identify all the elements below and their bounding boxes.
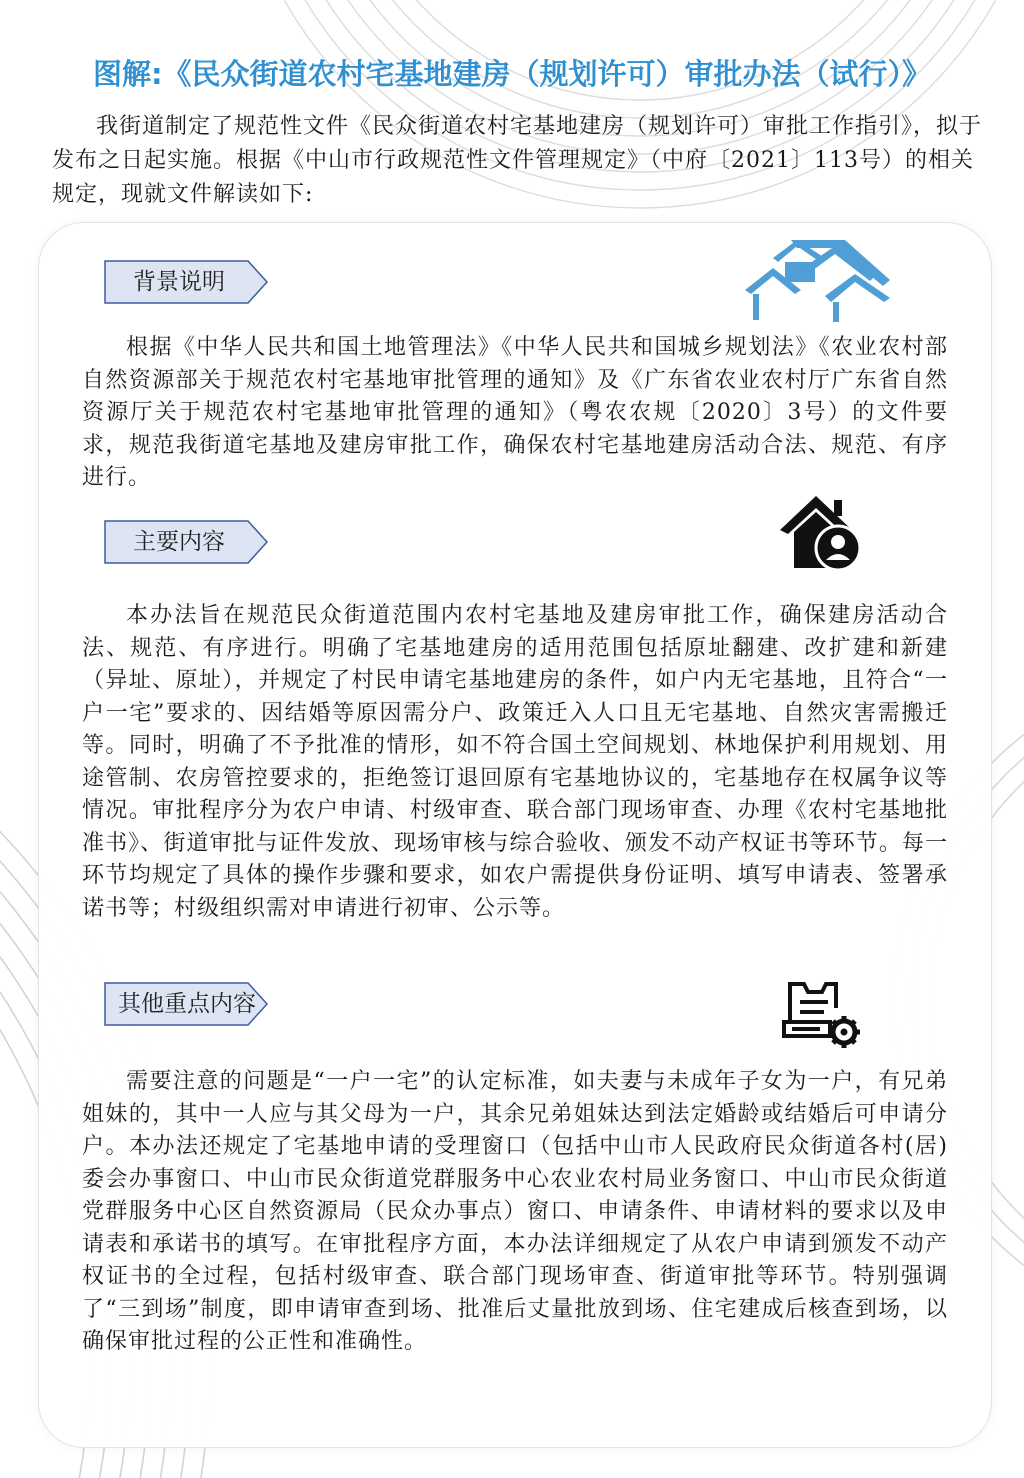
document-gear-icon [780, 978, 862, 1050]
section-heading: 背景说明 [133, 269, 225, 295]
section-tag-other-key-points [104, 982, 268, 1026]
section-body: 需要注意的问题是“一户一宅”的认定标准，如夫妻与未成年子女为一户，有兄弟姐妹的，其中一人应与其父母为一户，其余兄弟姐妹达到法定婚龄或结婚后可申请分户。本办法还规定了宅基地申请的受理窗口（包括中山市人民政府民众街道各村(居)委会办事窗口、中山市民众街道党群服务中心农业农村局业务窗口、中山市民众街道党群服务中心区自然资源局（民众办事点）窗口、申请条件、申请材料的要求以及申请表和承诺书的填写。在审批程序方面，本办法详细规定了从农户申请到颁发不动产权证书的全过程，包括村级审查、联合部门现场审查、街道审批等环节。特别强调了“三到场”制度，即申请审查到场、批准后丈量批放到场、住宅建成后核查到场，以确保审批过程的公正性和准确性。 [82, 1069, 948, 1354]
section-heading: 主要内容 [133, 529, 225, 555]
section-tag-background [104, 260, 268, 304]
section-body: 根据《中华人民共和国土地管理法》《中华人民共和国城乡规划法》《农业农村部自然资源部关于规范农村宅基地审批管理的通知》及《广东省农业农村厅广东省自然资源厅关于规范农村宅基地审批管理的通知》（粤农农规〔2020〕3号）的文件要求，规范我街道宅基地及建房审批工作，确保农村宅基地建房活动合法、规范、有序进行。 [82, 335, 948, 490]
intro-paragraph: 我街道制定了规范性文件《民众街道农村宅基地建房（规划许可）审批工作指引》，拟于发布之日起实施。根据《中山市行政规范性文件管理规定》（中府〔2021〕113号）的相关规定，现就文件解读如下: [52, 114, 983, 207]
home-user-icon [776, 492, 868, 572]
section-body: 本办法旨在规范民众街道范围内农村宅基地及建房审批工作，确保建房活动合法、规范、有序进行。明确了宅基地建房的适用范围包括原址翻建、改扩建和新建（异址、原址），并规定了村民申请宅基地建房的条件，如户内无宅基地，且符合“一户一宅”要求的、因结婚等原因需分户、政策迁入人口且无宅基地、自然灾害需搬迁等。同时，明确了不予批准的情形，如不符合国土空间规划、林地保护利用规划、用途管制、农房管控要求的，拒绝签订退回原有宅基地协议的，宅基地存在权属争议等情况。审批程序分为农户申请、村级审查、联合部门现场审查、办理《农村宅基地批准书》、街道审批与证件发放、现场审核与综合验收、颁发不动产权证书等环节。每一环节均规定了具体的操作步骤和要求，如农户需提供身份证明、填写申请表、签署承诺书等；村级组织需对申请进行初审、公示等。 [82, 603, 948, 921]
section-heading: 其他重点内容 [118, 991, 256, 1017]
section-tag-main-content [104, 520, 268, 564]
page-title: 图解:《民众街道农村宅基地建房（规划许可）审批办法（试行）》 [92, 57, 932, 91]
houses-icon [745, 240, 895, 324]
